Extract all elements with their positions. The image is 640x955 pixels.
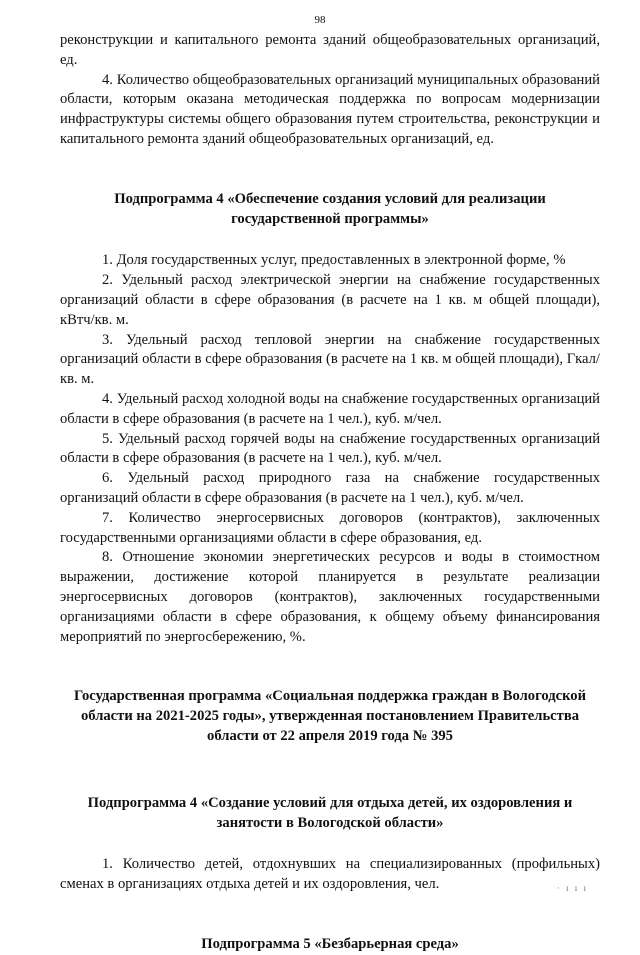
list-item: 6. Удельный расход природного газа на снабжение государственных организаций области в сфере образования (в расчете на 1 чел.), куб. м/чел. — [60, 470, 600, 506]
list-item: 1. Количество детей, отдохнувших на специализированных (профильных) сменах в организациях отдыха детей и их оздоровления, чел. — [60, 856, 600, 893]
indicator-list — [60, 251, 600, 647]
corner-mark: · ı ı ı — [556, 883, 588, 893]
section-heading-subprogram-4: Подпрограмма 4 «Обеспечение создания условий для реализации государственной программы» — [114, 190, 546, 227]
list-item: 4. Удельный расход холодной воды на снабжение государственных организаций области в сфере образования (в расчете на 1 чел.), куб. м/чел. — [60, 390, 600, 427]
document-body — [60, 31, 600, 955]
page-number: 98 — [314, 14, 326, 26]
list-item: 1. Доля государственных услуг, предоставленных в электронной форме, % — [102, 252, 566, 269]
list-item: 3. Удельный расход тепловой энергии на снабжение государственных организаций области в сфере образования (в расчете на 1 кв. м общей площади), Гкал/кв. м. — [60, 331, 600, 388]
list-item: 8. Отношение экономии энергетических ресурсов и воды в стоимостном выражении, достижение которой планируется в результате реализации энергосервисных договоров (контрактов), заключенных государственными организациями области в сфере образования, к общему объему финансирования мероприятий по энергосбережению, %. — [60, 549, 600, 645]
section-heading-subprogram-5: Подпрограмма 5 «Безбарьерная среда» — [201, 935, 459, 952]
list-item: 5. Удельный расход горячей воды на снабжение государственных организаций области в сфере образования (в расчете на 1 чел.), куб. м/чел. — [60, 430, 600, 467]
paragraph: 4. Количество общеобразовательных организаций муниципальных образований области, которым оказана методическая поддержка по вопросам модернизации инфраструктуры системы общего образования путем строительства, реконструкции и капитального ремонта зданий общеобразовательных организаций, ед. — [60, 71, 600, 147]
paragraph: реконструкции и капитального ремонта зданий общеобразовательных организаций, ед. — [60, 32, 600, 68]
section-heading-subprogram-4b: Подпрограмма 4 «Создание условий для отдыха детей, их оздоровления и занятости в Вологодской области» — [87, 794, 573, 831]
indicator-list — [60, 855, 600, 895]
list-item: 7. Количество энергосервисных договоров (контрактов), заключенных государственными организациями области в сфере образования, ед. — [60, 509, 600, 546]
list-item: 2. Удельный расход электрической энергии на снабжение государственных организаций области в сфере образования (в расчете на 1 кв. м общей площади), кВтч/кв. м. — [60, 272, 600, 328]
section-heading-state-program: Государственная программа «Социальная поддержка граждан в Вологодской области на 2021-2025 годы», утвержденная постановлением Правительства области от 22 апреля 2019 года № 395 — [73, 688, 587, 744]
